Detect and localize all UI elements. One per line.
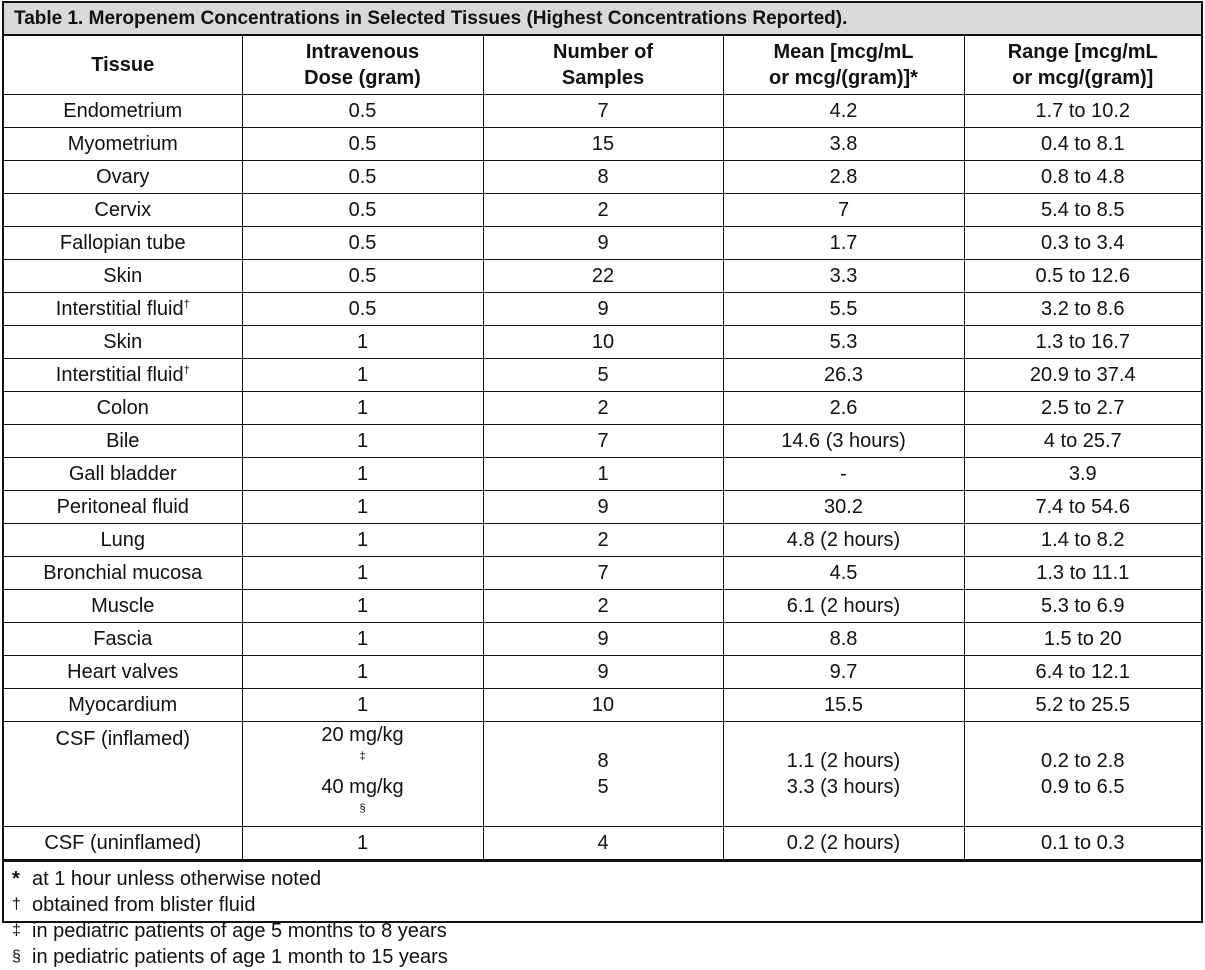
cell-tissue: Skin: [4, 326, 242, 359]
cell-range: 6.4 to 12.1: [964, 656, 1201, 689]
cell-samples: 2: [483, 194, 723, 227]
cell-tissue: Fallopian tube: [4, 227, 242, 260]
table-row-csf-uninflamed: [4, 827, 1201, 860]
cell-dose: 0.5: [242, 194, 483, 227]
cell-samples: 2: [483, 524, 723, 557]
cell-mean: 2.6: [723, 392, 964, 425]
cell-samples: 9: [483, 491, 723, 524]
cell-dose: 1: [242, 557, 483, 590]
cell-tissue: Interstitial fluid†: [4, 293, 242, 326]
cell-samples: 10: [483, 689, 723, 722]
table-row: [4, 293, 1201, 326]
cell-mean: 4.2: [723, 95, 964, 128]
table-row-csf-inflamed: [4, 722, 1201, 827]
cell-samples: 5: [483, 359, 723, 392]
table-row: [4, 557, 1201, 590]
cell-samples: 7: [483, 95, 723, 128]
cell-tissue: CSF (inflamed): [4, 722, 242, 827]
header-tissue: Tissue: [4, 36, 242, 95]
footnote: [12, 944, 1201, 970]
cell-mean: 3.8: [723, 128, 964, 161]
cell-samples: 8 5: [483, 722, 723, 827]
header-row: [4, 36, 1201, 95]
table-row: [4, 623, 1201, 656]
footnote-symbol: §: [12, 948, 21, 965]
cell-mean: 6.1 (2 hours): [723, 590, 964, 623]
cell-samples: 2: [483, 392, 723, 425]
cell-samples: 4: [483, 827, 723, 860]
cell-dose: 1: [242, 524, 483, 557]
cell-samples: 9: [483, 623, 723, 656]
cell-samples: 1: [483, 458, 723, 491]
header-dose: Intravenous Dose (gram): [242, 36, 483, 95]
cell-samples: 7: [483, 425, 723, 458]
cell-range: 7.4 to 54.6: [964, 491, 1201, 524]
cell-samples: 9: [483, 227, 723, 260]
cell-mean: 0.2 (2 hours): [723, 827, 964, 860]
table-row: [4, 524, 1201, 557]
cell-tissue: Lung: [4, 524, 242, 557]
footnote: [12, 866, 1201, 892]
footnote: [12, 918, 1201, 944]
header-samples: Number of Samples: [483, 36, 723, 95]
cell-mean: 4.5: [723, 557, 964, 590]
cell-tissue: Muscle: [4, 590, 242, 623]
cell-range: 5.3 to 6.9: [964, 590, 1201, 623]
table-row: [4, 392, 1201, 425]
footnote-text: in pediatric patients of age 1 month to 15 years: [32, 946, 448, 968]
cell-tissue: Bronchial mucosa: [4, 557, 242, 590]
cell-tissue: Gall bladder: [4, 458, 242, 491]
cell-samples: 10: [483, 326, 723, 359]
cell-range: 1.5 to 20: [964, 623, 1201, 656]
cell-dose: 1: [242, 392, 483, 425]
cell-mean: 15.5: [723, 689, 964, 722]
cell-mean: 9.7: [723, 656, 964, 689]
footnote-text: obtained from blister fluid: [32, 894, 256, 916]
table-container: [2, 1, 1203, 968]
cell-mean: 3.3: [723, 260, 964, 293]
cell-dose: 1: [242, 425, 483, 458]
cell-tissue: Fascia: [4, 623, 242, 656]
cell-mean: 8.8: [723, 623, 964, 656]
footnote-symbol: *: [12, 868, 20, 890]
cell-range: 1.3 to 11.1: [964, 557, 1201, 590]
cell-dose: 1: [242, 623, 483, 656]
cell-range: 1.7 to 10.2: [964, 95, 1201, 128]
table-row: [4, 128, 1201, 161]
cell-samples: 9: [483, 656, 723, 689]
cell-mean: 7: [723, 194, 964, 227]
cell-range: 5.2 to 25.5: [964, 689, 1201, 722]
cell-dose: 0.5: [242, 293, 483, 326]
cell-mean: 5.3: [723, 326, 964, 359]
footnotes: [4, 860, 1201, 970]
tissue-concentration-table: [4, 36, 1201, 860]
cell-tissue: Myometrium: [4, 128, 242, 161]
table-title: Table 1. Meropenem Concentrations in Selected Tissues (Highest Concentrations Reported).: [4, 3, 1201, 36]
cell-dose: 0.5: [242, 161, 483, 194]
cell-tissue: Skin: [4, 260, 242, 293]
footnote: [12, 892, 1201, 918]
footnote-mark: †: [183, 364, 190, 377]
cell-mean: -: [723, 458, 964, 491]
cell-range: 1.3 to 16.7: [964, 326, 1201, 359]
cell-tissue: Interstitial fluid†: [4, 359, 242, 392]
cell-dose: 1: [242, 326, 483, 359]
cell-samples: 2: [483, 590, 723, 623]
table-row: [4, 326, 1201, 359]
footnote-text: at 1 hour unless otherwise noted: [32, 868, 322, 890]
cell-range: 0.2 to 2.8 0.9 to 6.5: [964, 722, 1201, 827]
table-row: [4, 161, 1201, 194]
footnote-symbol: †: [12, 896, 21, 913]
cell-range: 4 to 25.7: [964, 425, 1201, 458]
cell-dose: 1: [242, 590, 483, 623]
header-range: Range [mcg/mL or mcg/(gram)]: [964, 36, 1201, 95]
table-row: [4, 458, 1201, 491]
cell-range: 20.9 to 37.4: [964, 359, 1201, 392]
cell-range: 0.4 to 8.1: [964, 128, 1201, 161]
cell-range: 0.5 to 12.6: [964, 260, 1201, 293]
cell-mean: 5.5: [723, 293, 964, 326]
cell-tissue: Endometrium: [4, 95, 242, 128]
cell-tissue: Heart valves: [4, 656, 242, 689]
cell-tissue: Myocardium: [4, 689, 242, 722]
cell-range: 0.8 to 4.8: [964, 161, 1201, 194]
table-row: [4, 227, 1201, 260]
cell-dose: 1: [242, 656, 483, 689]
cell-samples: 7: [483, 557, 723, 590]
footnote-text: in pediatric patients of age 5 months to 8 years: [32, 920, 447, 942]
cell-mean: 1.7: [723, 227, 964, 260]
table-row: [4, 359, 1201, 392]
cell-range: 0.1 to 0.3: [964, 827, 1201, 860]
header-mean: Mean [mcg/mL or mcg/(gram)]*: [723, 36, 964, 95]
cell-tissue: Peritoneal fluid: [4, 491, 242, 524]
table-row: [4, 689, 1201, 722]
table-row: [4, 656, 1201, 689]
cell-samples: 15: [483, 128, 723, 161]
table-row: [4, 425, 1201, 458]
cell-dose: 1: [242, 491, 483, 524]
cell-dose: 0.5: [242, 260, 483, 293]
cell-dose: 0.5: [242, 95, 483, 128]
cell-mean: 2.8: [723, 161, 964, 194]
cell-dose: 20 mg/kg ‡ 40 mg/kg §: [242, 722, 483, 827]
cell-samples: 22: [483, 260, 723, 293]
cell-dose: 0.5: [242, 227, 483, 260]
cell-range: 5.4 to 8.5: [964, 194, 1201, 227]
cell-mean: 14.6 (3 hours): [723, 425, 964, 458]
cell-range: 1.4 to 8.2: [964, 524, 1201, 557]
cell-mean: 1.1 (2 hours) 3.3 (3 hours): [723, 722, 964, 827]
cell-samples: 8: [483, 161, 723, 194]
table-row: [4, 491, 1201, 524]
cell-range: 2.5 to 2.7: [964, 392, 1201, 425]
cell-mean: 30.2: [723, 491, 964, 524]
cell-mean: 4.8 (2 hours): [723, 524, 964, 557]
cell-range: 3.2 to 8.6: [964, 293, 1201, 326]
table-row: [4, 194, 1201, 227]
cell-dose: 1: [242, 689, 483, 722]
table-body: [4, 95, 1201, 860]
cell-mean: 26.3: [723, 359, 964, 392]
cell-dose: 1: [242, 458, 483, 491]
cell-tissue: Cervix: [4, 194, 242, 227]
cell-dose: 1: [242, 359, 483, 392]
cell-samples: 9: [483, 293, 723, 326]
footnote-symbol: ‡: [12, 922, 21, 939]
cell-tissue: Ovary: [4, 161, 242, 194]
cell-tissue: Colon: [4, 392, 242, 425]
footnote-mark: †: [183, 298, 190, 311]
cell-dose: 0.5: [242, 128, 483, 161]
table-row: [4, 590, 1201, 623]
cell-range: 0.3 to 3.4: [964, 227, 1201, 260]
table-row: [4, 95, 1201, 128]
cell-dose: 1: [242, 827, 483, 860]
table-row: [4, 260, 1201, 293]
cell-range: 3.9: [964, 458, 1201, 491]
cell-tissue: Bile: [4, 425, 242, 458]
cell-tissue: CSF (uninflamed): [4, 827, 242, 860]
